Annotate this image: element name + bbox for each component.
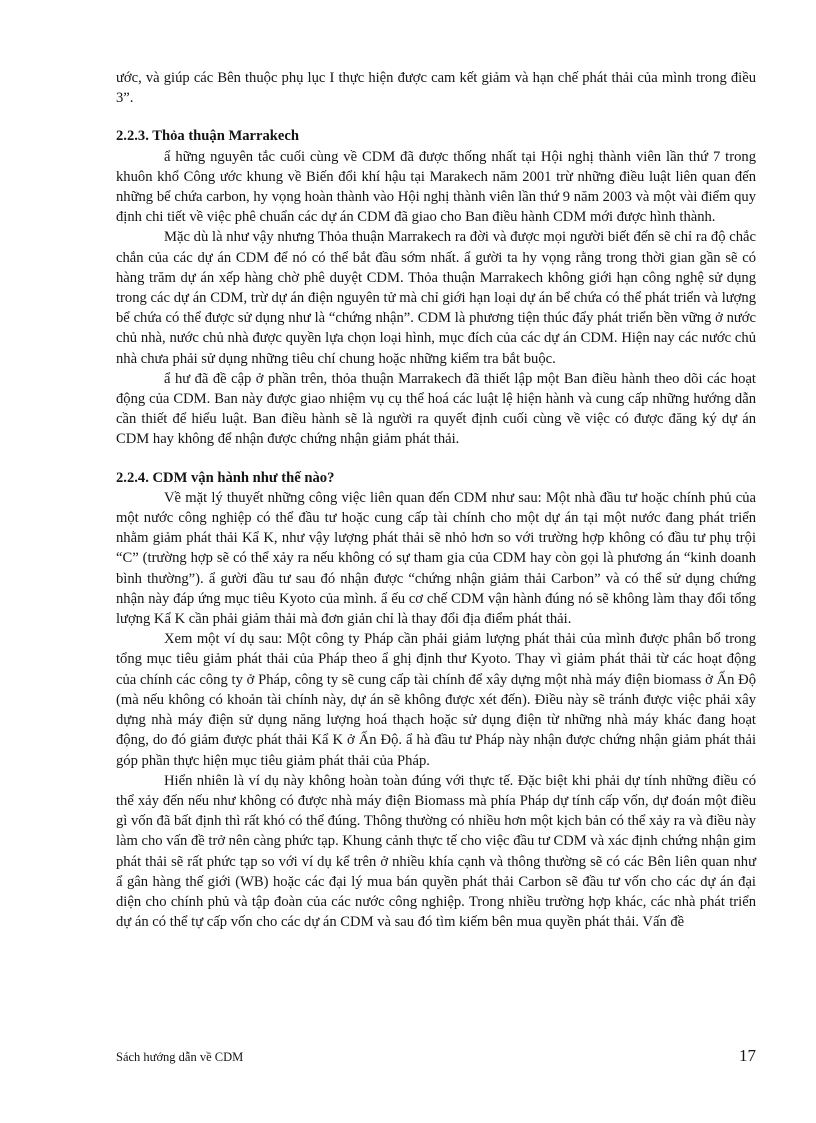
paragraph: Hiển nhiên là ví dụ này không hoàn toàn đúng với thực tế. Đặc biệt khi phải dự tính những điều có thể xảy đến nếu như không có được nhà máy điện Biomass mà phía Pháp dự tính cấp vốn, dự đoán một điều gì vốn đã bất định thì rất khó có thể đúng. Thông thường có nhiều hơn một kịch bản có thể xảy ra và điều này làm cho vấn đề trở nên càng phức tạp. Khung cảnh thực tế cho việc đầu tư CDM và xác định chứng nhận gim phát thải sẽ rất phức tạp so với ví dụ kể trên ở nhiều khía cạnh và thông thường sẽ có các Bên liên quan như ẩ gân hàng thế giới (WB) hoặc các đại lý mua bán quyền phát thải Carbon sẽ đầu tư vốn cho các dự án đại diện cho chính phủ và tập đoàn của các nước công nghiệp. Trong nhiều trường hợp khác, các nhà phát triển dự án có thể tự cấp vốn cho các dự án CDM và sau đó tìm kiếm bên mua quyền phát thải. Vấn đề	[116, 772, 756, 931]
page-number: 17	[739, 1046, 756, 1065]
page-footer	[116, 1046, 756, 1066]
page-body	[116, 68, 756, 932]
section-heading-2-2-4: 2.2.4. CDM vận hành như thế nào?	[116, 469, 335, 486]
paragraph: ẩ hư đã đề cập ở phần trên, thỏa thuận Marrakech đã thiết lập một Ban điều hành theo dõi các hoạt động của CDM. Ban này được giao nhiệm vụ cụ thể hoá các luật lệ hiện hành và cung cấp những hướng dẫn cần thiết để hiểu luật. Ban điều hành sẽ là người ra quyết định cuối cùng về việc có được đăng ký dự án CDM hay không để nhận được chứng nhận giảm phát thải.	[116, 370, 756, 448]
paragraph: Mặc dù là như vậy nhưng Thỏa thuận Marrakech ra đời và được mọi người biết đến sẽ chỉ ra độ chắc chắn của các dự án CDM để nó có thể bắt đầu sớm nhất. ẩ gười ta hy vọng rằng trong thời gian gần sẽ có hàng trăm dự án xếp hàng chờ phê duyệt CDM. Thỏa thuận Marrakech không giới hạn công nghệ sử dụng trong các dự án CDM, trừ dự án điện nguyên tử mà chỉ giới hạn loại dự án bể chứa có thể phát triển và lượng bể chứa có thể được sử dụng như là “chứng nhận”. CDM là phương tiện thúc đẩy phát triển bền vững ở nước chủ nhà, nước chủ nhà được quyền lựa chọn loại hình, mục đích của các dự án CDM. Hiện nay các nước chủ nhà chưa phải sử dụng những tiêu chí chung hoặc những kiểm tra bắt buộc.	[116, 229, 756, 367]
paragraph: ẩ hững nguyên tắc cuối cùng về CDM đã được thống nhất tại Hội nghị thành viên lần thứ 7 trong khuôn khổ Công ước khung về Biến đổi khí hậu tại Marakech năm 2001 trừ những điều luật liên quan đến những bể chứa carbon, hy vọng hoàn thành vào Hội nghị thành viên lần thứ 9 năm 2003 và một vài điểm quy định chi tiết về việc phê chuẩn các dự án CDM đã giao cho Ban điều hành CDM mới được hình thành.	[116, 148, 756, 226]
section-heading-2-2-3: 2.2.3. Thỏa thuận Marrakech	[116, 128, 299, 145]
section-gap	[116, 450, 756, 468]
paragraph: Xem một ví dụ sau: Một công ty Pháp cần phải giảm lượng phát thải của mình được phân bổ trong tổng mục tiêu giảm phát thải của Pháp theo ẩ ghị định thư Kyoto. Thay vì giảm phát thải từ các hoạt động của chính các công ty ở Pháp, công ty sẽ cung cấp tài chính để xây dựng một nhà máy điện biomass ở Ấn Độ (mà nếu không có khoản tài chính này, dự án sẽ không được xét đến). Điều này sẽ tránh được việc phải xây dựng nhà máy điện sử dụng năng lượng hoá thạch hoặc sử dụng điện từ những nhà máy khác đang hoạt động, do đó giảm được phát thải Kẩ K ở Ấn Độ. ẩ hà đầu tư Pháp này nhận được chứng nhận giảm phát thải góp phần thực hiện mục tiêu giảm phát thải của Pháp.	[116, 631, 756, 769]
section-gap	[116, 108, 756, 126]
paragraph: Về mặt lý thuyết những công việc liên quan đến CDM như sau: Một nhà đầu tư hoặc chính phủ của một nước công nghiệp có thể đầu tư hoặc cung cấp tài chính cho một dự án tại một nước đang phát triển nhằm giảm phát thải Kẩ K, như vậy lượng phát thải sẽ nhỏ hơn so với trường hợp không có đầu tư phụ trội “C” (trường hợp sẽ có thể xảy ra nếu không có sự tham gia của CDM hay còn gọi là phương án “kinh doanh bình thường”). ẩ gười đầu tư sau đó nhận được “chứng nhận giảm thải Carbon” và có thể sử dụng chứng nhận này đáp ứng mục tiêu Kyoto của mình. ẩ ếu cơ chế CDM vận hành đúng nó sẽ không làm thay đổi tổng lượng Kẩ K cần phải giảm thải mà đơn giản chỉ là thay đổi địa điểm phát thải.	[116, 489, 756, 628]
intro-paragraph: ước, và giúp các Bên thuộc phụ lục I thực hiện được cam kết giảm và hạn chế phát thải của mình trong điều 3”.	[116, 70, 756, 107]
footer-title: Sách hướng dẫn về CDM	[116, 1050, 244, 1064]
